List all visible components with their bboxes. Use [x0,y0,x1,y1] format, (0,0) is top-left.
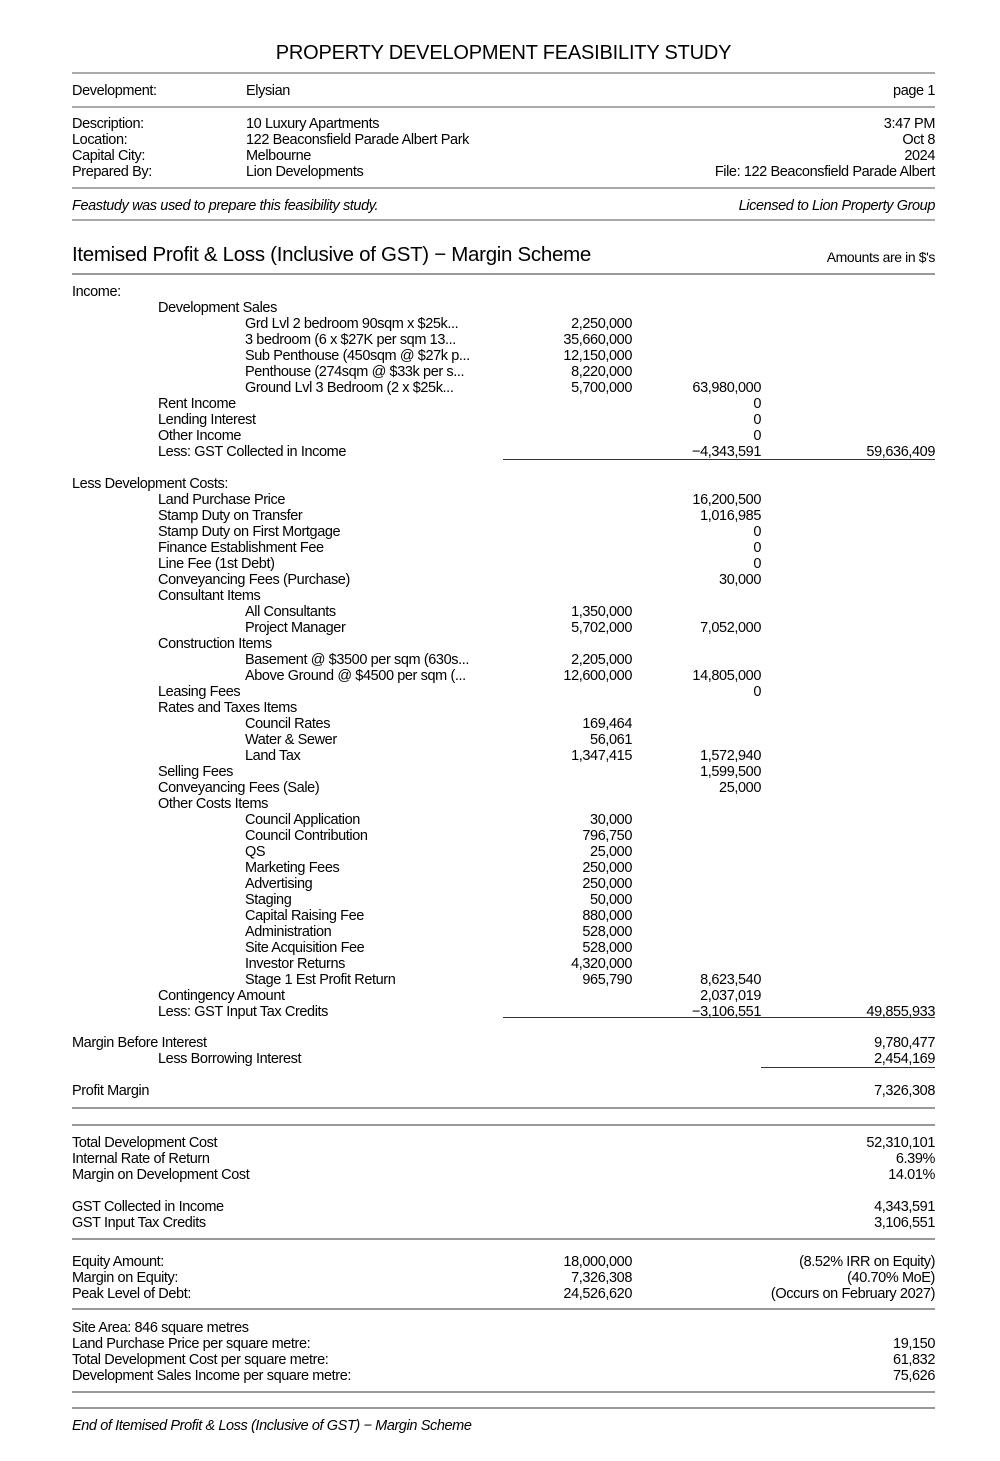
row-label: Selling Fees [158,764,233,780]
table-row [72,540,935,556]
metric-label: Margin on Development Cost [72,1167,250,1183]
per-sqm-label: Land Purchase Price per square metre: [72,1336,311,1352]
subtotal-amount: 0 [753,412,761,428]
row-label: 3 bedroom (6 x $27K per sqm 13... [245,332,456,348]
location-row [72,132,935,148]
equity-row [72,1270,935,1286]
per-sqm-row [72,1368,935,1384]
equity-note: (8.52% IRR on Equity) [799,1254,935,1270]
row-label: Project Manager [245,620,346,636]
row-label: Ground Lvl 3 Bedroom (2 x $25k... [245,380,454,396]
equity-label: Equity Amount: [72,1254,164,1270]
table-row [72,300,935,316]
equity-label: Peak Level of Debt: [72,1286,191,1302]
divider [72,187,935,189]
row-label: Marketing Fees [245,860,340,876]
item-amount: 528,000 [582,924,632,940]
development-label: Development: [72,83,157,99]
row-label: Advertising [245,876,313,892]
subtotal-amount: 0 [753,556,761,572]
table-row [72,700,935,716]
item-amount: 2,205,000 [571,652,632,668]
item-amount: 8,220,000 [571,364,632,380]
metric-row [72,1151,935,1167]
row-label: Profit Margin [72,1083,149,1099]
per-sqm-value: 61,832 [893,1352,935,1368]
divider [72,72,935,74]
subtotal-amount: 0 [753,428,761,444]
table-row [72,828,935,844]
table-row [72,524,935,540]
equity-value: 24,526,620 [563,1286,632,1302]
subtotal-amount: 14,805,000 [692,668,761,684]
development-value: Elysian [246,83,290,99]
table-row [72,876,935,892]
field-label: Location: [72,132,128,148]
table-row [72,1035,935,1051]
row-label: Stamp Duty on First Mortgage [158,524,341,540]
table-row [72,972,935,988]
table-row [72,940,935,956]
table-row [72,412,935,428]
row-label: Line Fee (1st Debt) [158,556,275,572]
site-area-row [72,1320,935,1336]
row-label: Council Rates [245,716,331,732]
table-row [72,380,935,396]
table-row [72,988,935,1004]
field-label: Capital City: [72,148,145,164]
row-label: Stamp Duty on Transfer [158,508,303,524]
total-amount: 7,326,308 [874,1083,935,1099]
report-title: PROPERTY DEVELOPMENT FEASIBILITY STUDY [275,42,732,64]
table-row [72,716,935,732]
license-text: Licensed to Lion Property Group [738,198,935,214]
gst-value: 3,106,551 [874,1215,935,1231]
page-number: page 1 [893,83,935,99]
item-amount: 250,000 [582,860,632,876]
item-amount: 169,464 [582,716,632,732]
table-row [72,396,935,412]
table-row [72,860,935,876]
table-row [72,732,935,748]
table-row [72,572,935,588]
table-row [72,556,935,572]
table-row [72,348,935,364]
field-value: 122 Beaconsfield Parade Albert Park [246,132,469,148]
description-row [72,116,935,132]
field-value: Lion Developments [246,164,364,180]
row-label: Margin Before Interest [72,1035,207,1051]
metric-value: 6.39% [895,1151,935,1167]
row-label: Penthouse (274sqm @ $33k per s... [245,364,465,380]
prepared-by-row [72,164,935,180]
table-row [72,812,935,828]
report-year: 2024 [904,148,935,164]
per-sqm-row [72,1336,935,1352]
divider [72,273,935,275]
row-label: Grd Lvl 2 bedroom 90sqm x $25k... [245,316,459,332]
table-row [72,684,935,700]
metric-label: Internal Rate of Return [72,1151,210,1167]
total-amount: 9,780,477 [874,1035,935,1051]
table-row [72,444,935,460]
site-area: Site Area: 846 square metres [72,1320,249,1336]
item-amount: 50,000 [590,892,632,908]
gst-label: GST Collected in Income [72,1199,224,1215]
table-row [72,604,935,620]
row-label: Site Acquisition Fee [245,940,365,956]
table-row [72,1051,935,1067]
table-row [72,748,935,764]
row-label: Less: GST Input Tax Credits [158,1004,328,1020]
item-amount: 5,702,000 [571,620,632,636]
per-sqm-row [72,1352,935,1368]
metric-value: 52,310,101 [866,1135,935,1151]
equity-row [72,1286,935,1302]
row-label: Investor Returns [245,956,345,972]
row-label: Basement @ $3500 per sqm (630s... [245,652,469,668]
metric-label: Total Development Cost [72,1135,218,1151]
subtotal-amount: 0 [753,396,761,412]
item-amount: 35,660,000 [563,332,632,348]
row-label: Land Purchase Price [158,492,286,508]
table-row [72,652,935,668]
subtotal-amount: 7,052,000 [700,620,761,636]
report-time: 3:47 PM [883,116,935,132]
metric-row [72,1135,935,1151]
row-label: Sub Penthouse (450sqm @ $27k p... [245,348,470,364]
file-name: File: 122 Beaconsfield Parade Albert [714,164,935,180]
per-sqm-label: Total Development Cost per square metre: [72,1352,329,1368]
row-label: Stage 1 Est Profit Return [245,972,396,988]
row-label: All Consultants [245,604,336,620]
item-amount: 30,000 [590,812,632,828]
capital-city-row [72,148,935,164]
table-row [72,924,935,940]
divider [72,106,935,108]
field-label: Prepared By: [72,164,152,180]
table-row [72,620,935,636]
item-amount: 796,750 [582,828,632,844]
gst-value: 4,343,591 [874,1199,935,1215]
subtotal-amount: 25,000 [719,780,761,796]
item-amount: 4,320,000 [571,956,632,972]
table-row [72,316,935,332]
item-amount: 965,790 [582,972,632,988]
table-row [72,284,935,300]
equity-value: 7,326,308 [571,1270,632,1286]
table-row [72,364,935,380]
row-label: Staging [245,892,292,908]
section-title: Itemised Profit & Loss (Inclusive of GST) − Margin Scheme [72,243,591,266]
development-row [72,83,935,99]
software-credit-row [72,198,935,214]
divider [72,1238,935,1240]
table-row [72,492,935,508]
row-label: Consultant Items [158,588,261,604]
subtotal-amount: 30,000 [719,572,761,588]
item-amount: 12,600,000 [563,668,632,684]
row-label: Lending Interest [158,412,256,428]
table-row [72,764,935,780]
subtotal-amount: 1,016,985 [700,508,761,524]
row-label: Other Income [158,428,242,444]
subtotal-amount: 2,037,019 [700,988,761,1004]
row-label: Water & Sewer [245,732,337,748]
item-amount: 2,250,000 [571,316,632,332]
row-label: Income: [72,284,121,300]
subtotal-amount: 0 [753,524,761,540]
subtotal-amount: −4,343,591 [692,444,761,460]
item-amount: 56,061 [590,732,632,748]
total-amount: 49,855,933 [866,1004,935,1020]
row-label: Contingency Amount [158,988,285,1004]
metric-row [72,1167,935,1183]
row-label: Other Costs Items [158,796,269,812]
row-label: Development Sales [158,300,277,316]
divider [72,219,935,221]
subtotal-underline [761,1067,935,1068]
software-credit: Feastudy was used to prepare this feasibility study. [72,198,379,214]
report-date: Oct 8 [902,132,935,148]
subtotal-amount: 16,200,500 [692,492,761,508]
divider [72,1124,935,1126]
item-amount: 250,000 [582,876,632,892]
table-row [72,508,935,524]
subtotal-amount: 63,980,000 [692,380,761,396]
row-label: Land Tax [245,748,301,764]
table-row [72,588,935,604]
gst-label: GST Input Tax Credits [72,1215,206,1231]
table-row [72,332,935,348]
subtotal-amount: 1,599,500 [700,764,761,780]
divider [72,1308,935,1310]
row-label: Leasing Fees [158,684,241,700]
table-row [72,780,935,796]
gst-row [72,1199,935,1215]
row-label: QS [245,844,266,860]
divider [72,1391,935,1393]
field-label: Description: [72,116,144,132]
gst-row [72,1215,935,1231]
equity-label: Margin on Equity: [72,1270,179,1286]
per-sqm-value: 19,150 [893,1336,935,1352]
subtotal-underline [503,459,935,460]
table-row [72,668,935,684]
row-label: Rent Income [158,396,236,412]
subtotal-amount: 1,572,940 [700,748,761,764]
equity-row [72,1254,935,1270]
row-label: Less Development Costs: [72,476,229,492]
total-amount: 59,636,409 [866,444,935,460]
table-row [72,636,935,652]
table-row [72,892,935,908]
row-label: Finance Establishment Fee [158,540,324,556]
divider [72,1407,935,1409]
item-amount: 5,700,000 [571,380,632,396]
per-sqm-label: Development Sales Income per square metre: [72,1368,351,1384]
equity-note: (Occurs on February 2027) [770,1286,935,1302]
table-row [72,428,935,444]
metric-value: 14.01% [888,1167,935,1183]
total-amount: 2,454,169 [874,1051,935,1067]
divider [72,1107,935,1109]
end-of-report-row [72,1418,935,1434]
subtotal-amount: 0 [753,540,761,556]
field-value: Melbourne [246,148,311,164]
amounts-note: Amounts are in $'s [826,249,935,265]
item-amount: 12,150,000 [563,348,632,364]
row-label: Administration [245,924,332,940]
row-label: Conveyancing Fees (Purchase) [158,572,350,588]
per-sqm-value: 75,626 [893,1368,935,1384]
table-row [72,796,935,812]
subtotal-amount: 0 [753,684,761,700]
subtotal-underline [503,1017,935,1018]
row-label: Construction Items [158,636,272,652]
item-amount: 528,000 [582,940,632,956]
table-row [72,956,935,972]
table-row [72,908,935,924]
subtotal-amount: −3,106,551 [692,1004,761,1020]
field-value: 10 Luxury Apartments [246,116,380,132]
row-label: Less Borrowing Interest [158,1051,302,1067]
subtotal-amount: 8,623,540 [700,972,761,988]
table-row [72,1083,935,1099]
row-label: Less: GST Collected in Income [158,444,347,460]
row-label: Conveyancing Fees (Sale) [158,780,320,796]
row-label: Capital Raising Fee [245,908,364,924]
table-row [72,844,935,860]
table-row [72,476,935,492]
item-amount: 1,347,415 [571,748,632,764]
end-of-report-text: End of Itemised Profit & Loss (Inclusive of GST) − Margin Scheme [72,1418,472,1434]
row-label: Above Ground @ $4500 per sqm (... [245,668,466,684]
item-amount: 880,000 [582,908,632,924]
row-label: Council Application [245,812,360,828]
equity-value: 18,000,000 [563,1254,632,1270]
row-label: Rates and Taxes Items [158,700,297,716]
row-label: Council Contribution [245,828,368,844]
item-amount: 25,000 [590,844,632,860]
item-amount: 1,350,000 [571,604,632,620]
equity-note: (40.70% MoE) [847,1270,935,1286]
